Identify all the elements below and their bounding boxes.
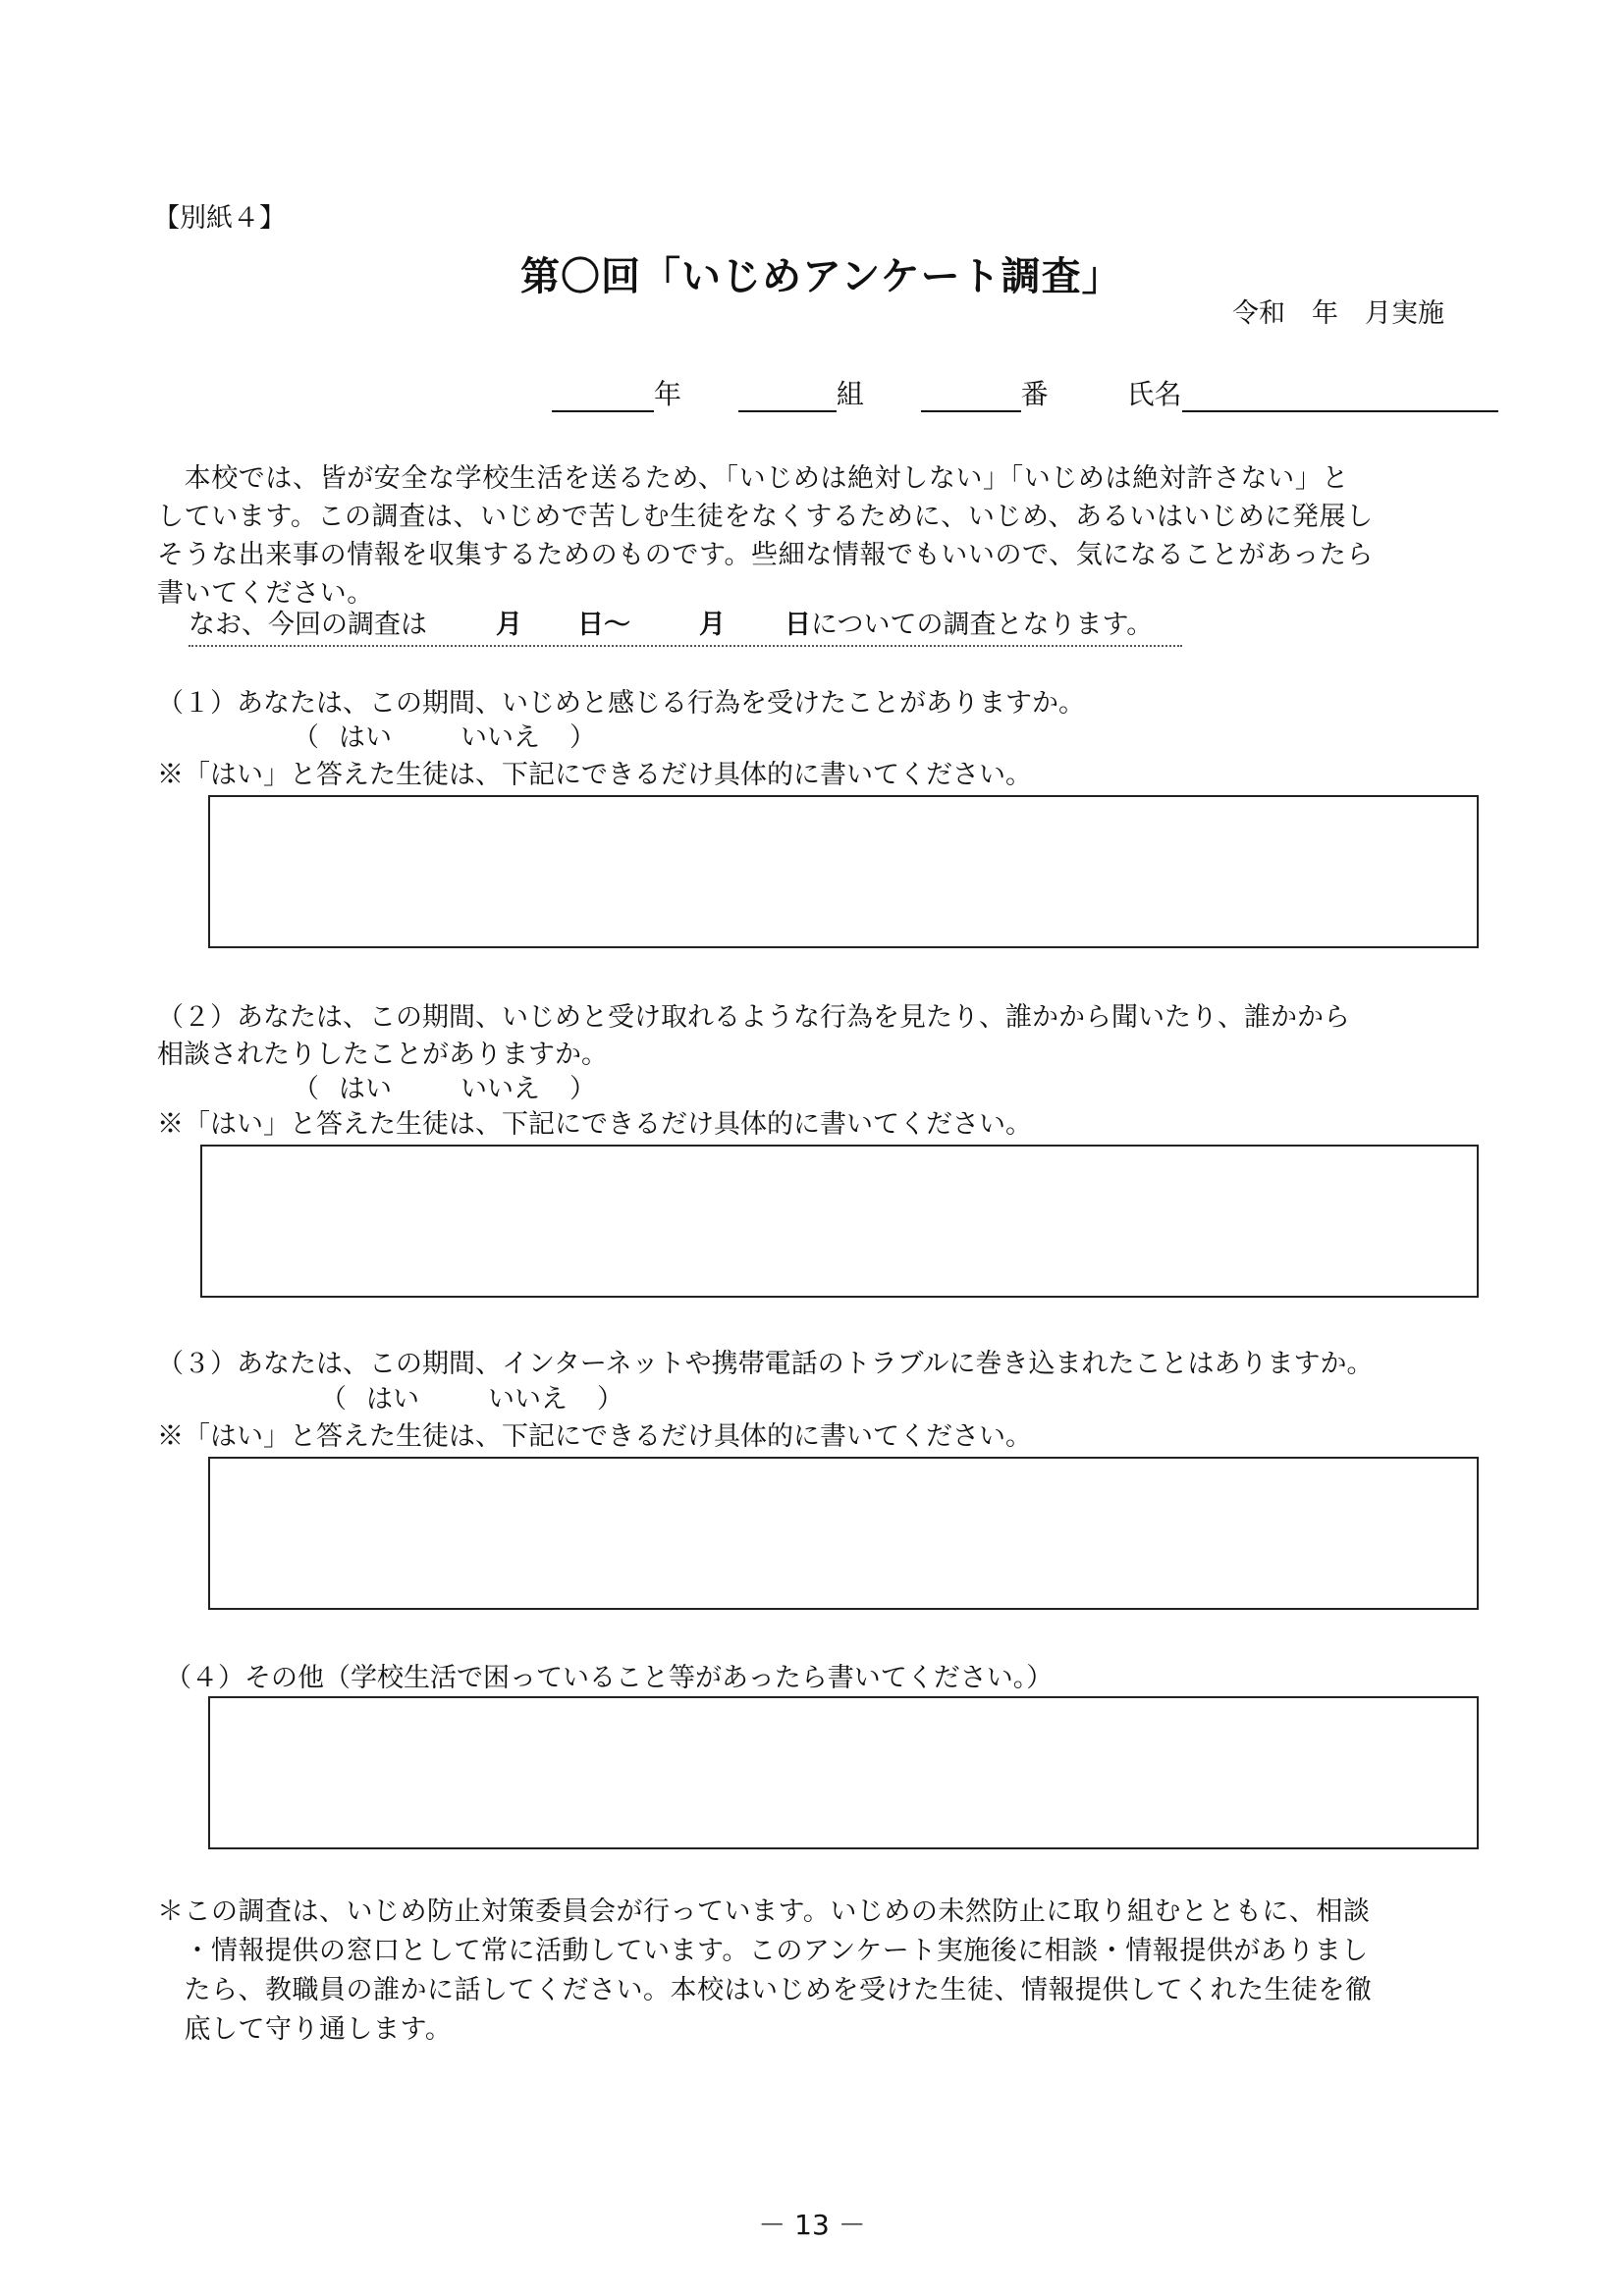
class-blank[interactable] — [738, 383, 837, 412]
question-3-note: ※「はい」と答えた生徒は、下記にできるだけ具体的に書いてください。 — [157, 1421, 1032, 1452]
year-label: 年 — [654, 378, 682, 410]
name-label: 氏名 — [1126, 378, 1182, 410]
student-info-row — [552, 373, 1498, 412]
question-2-note: ※「はい」と答えた生徒は、下記にできるだけ具体的に書いてください。 — [157, 1109, 1032, 1140]
number-blank[interactable] — [921, 383, 1021, 412]
close-paren: ） — [569, 1074, 596, 1104]
intro-line: 書いてください。 — [157, 578, 374, 609]
open-paren: （ — [293, 1074, 319, 1104]
name-blank[interactable] — [1182, 383, 1498, 412]
question-2: （２）あなたは、この期間、いじめと受け取れるような行為を見たり、誰かから聞いたり、誰かから — [157, 1002, 1350, 1033]
number-label: 番 — [1020, 378, 1049, 410]
period-prefix: なお、今回の調査は — [189, 610, 427, 640]
intro-paragraph — [157, 459, 1478, 613]
question-2-cont: 相談されたりしたことがありますか。 — [157, 1040, 608, 1070]
yes-option[interactable]: はい — [339, 1074, 392, 1104]
year-blank[interactable] — [552, 383, 654, 412]
no-option[interactable]: いいえ — [460, 1074, 540, 1104]
close-paren: ） — [597, 1384, 623, 1415]
question-2-answer-box[interactable] — [200, 1145, 1479, 1298]
implementation-date: 令和 年 月実施 — [1232, 298, 1444, 329]
intro-line: そうな出来事の情報を収集するためのものです。些細な情報でもいいので、気になることがあったら — [157, 540, 1375, 570]
question-3-answer-box[interactable] — [208, 1457, 1479, 1610]
yes-option[interactable]: はい — [366, 1384, 419, 1415]
class-label: 組 — [836, 378, 864, 410]
question-3: （３）あなたは、この期間、インターネットや携帯電話のトラブルに巻き込まれたことはありますか。 — [157, 1349, 1374, 1379]
footer-line: ・情報提供の窓口として常に活動しています。このアンケート実施後に相談・情報提供がありまし — [157, 1936, 1369, 1966]
question-1-note: ※「はい」と答えた生徒は、下記にできるだけ具体的に書いてください。 — [157, 760, 1032, 790]
question-4: （４）その他（学校生活で困っていること等があったら書いてください。） — [165, 1663, 1054, 1693]
intro-line: しています。この調査は、いじめで苦しむ生徒をなくするために、いじめ、あるいはいじめに発展し — [157, 502, 1374, 532]
intro-line: 本校では、皆が安全な学校生活を送るため、「いじめは絶対しない」「いじめは絶対許さない」と — [157, 463, 1349, 494]
period-month1: 月 — [496, 610, 522, 640]
footer-line: 底して守り通します。 — [157, 2014, 453, 2045]
period-month2: 月 — [699, 610, 726, 640]
no-option[interactable]: いいえ — [488, 1384, 568, 1415]
question-1-answer-box[interactable] — [208, 795, 1479, 948]
open-paren: （ — [320, 1384, 347, 1415]
period-suffix: についての調査となります。 — [811, 610, 1154, 640]
question-1: （１）あなたは、この期間、いじめと感じる行為を受けたことがありますか。 — [157, 688, 1085, 719]
question-2-choices — [293, 1070, 596, 1109]
footer-note — [157, 1893, 1483, 2050]
question-4-answer-box[interactable] — [208, 1696, 1479, 1849]
page-title: 第〇回「いじめアンケート調査」 — [520, 254, 1122, 299]
period-day2: 日 — [785, 610, 811, 640]
page-number: － 13 － — [758, 2209, 866, 2241]
question-1-choices — [293, 719, 596, 758]
close-paren: ） — [569, 722, 596, 753]
no-option[interactable]: いいえ — [460, 722, 540, 753]
question-3-choices — [320, 1380, 623, 1419]
footer-line: たら、教職員の誰かに話してください。本校はいじめを受けた生徒、情報提供してくれた生徒を徹 — [157, 1975, 1373, 2005]
open-paren: （ — [293, 722, 319, 753]
survey-period — [189, 606, 1182, 647]
footer-line: ＊この調査は、いじめ防止対策委員会が行っています。いじめの未然防止に取り組むとともに、相談 — [157, 1896, 1371, 1927]
yes-option[interactable]: はい — [339, 722, 392, 753]
period-day1: 日〜 — [577, 610, 630, 640]
attachment-label: 【別紙４】 — [153, 203, 286, 234]
